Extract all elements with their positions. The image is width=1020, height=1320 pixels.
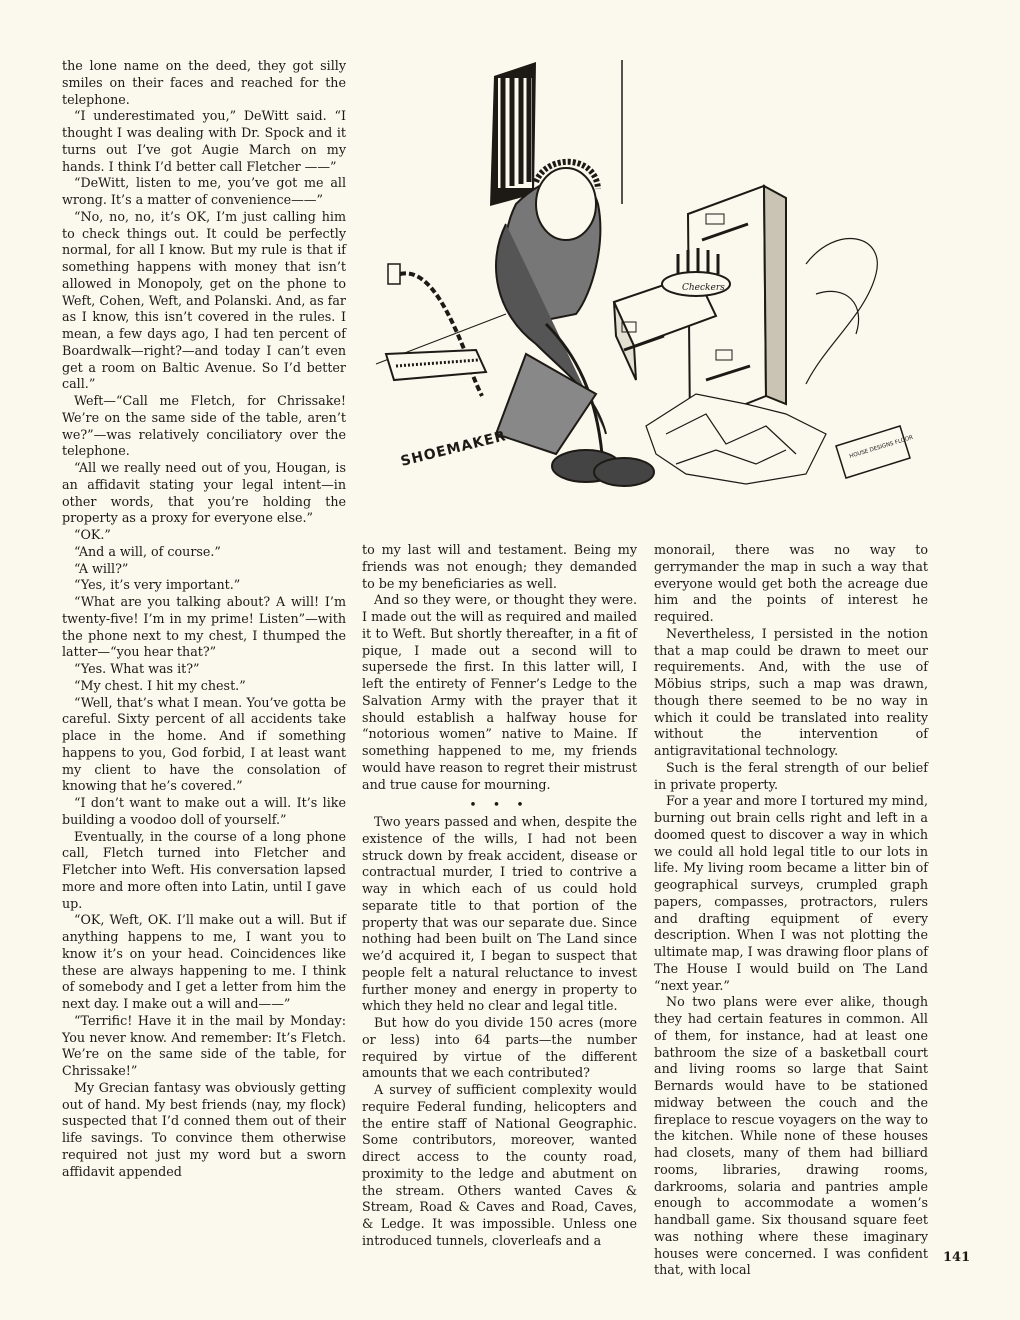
paragraph: “What are you talking about? A will! I’m twenty-five! I’m in my prime! Listen”—with the phone next to my chest, I thumped the latter—“you hear that?” [62,594,346,660]
paragraph: “Yes, it’s very important.” [74,577,241,593]
paragraph: “DeWitt, listen to me, you’ve got me all wrong. It’s a matter of convenience——” [62,175,346,207]
paragraph: “My chest. I hit my chest.” [74,677,246,693]
paragraph: And so they were, or thought they were. I made out the will as required and mailed it to Weft. But shortly thereafter, in a fit of pique, I made out a second will to supersede the first. In this latter will, I left the entirety of Fenner’s Ledge to the Salvation Army with the prayer that it should establish a halfway house for “notorious women” native to Maine. If something happened to me, my friends would have reason to regret their mistrust and true cause for mourning. [362,592,637,792]
paragraph: “OK, Weft, OK. I’ll make out a will. But if anything happens to me, I want you to know it’s on your head. Coincidences like these are always happening to me. I think of somebody and I get a letter from him the next day. I make out a will and——” [62,912,346,1011]
outlet-icon [388,264,400,284]
paragraph: Such is the feral strength of our belief in private property. [654,759,928,792]
tag-label: HOUSE DESIGNS FLOOR [848,434,914,460]
barred-window [490,62,536,206]
cartoon-illustration [366,54,930,530]
paragraph: My Grecian fantasy was obviously getting out of hand. My best friends (nay, my flock) suspected that I’d conned them out of their life savings. To convince them otherwise required not just my word but a sworn affidavit appended [62,1079,346,1179]
paragraph: No two plans were ever alike, though they had certain features in common. All of them, for instance, had at least one bathroom the size of a basketball court and living rooms so large that Saint Bernards would have to be stationed midway between the couch and the fireplace to rescue voyagers on the way to the kitchen. While none of these houses had closets, many of them had billiard rooms, libraries, drawing rooms, darkrooms, solaria and pantries ample enough to accommodate a women’s handball game. Six thousand square feet was nothing where these imaginary houses were concerned. I was confident that, with local [654,994,928,1278]
filing-cabinet [614,186,786,426]
paragraph: the lone name on the deed, they got silly smiles on their faces and reached for the telephone. [62,58,346,107]
paragraph: “All we really need out of you, Hougan, is an affidavit stating your legal intent—in other words, that you’re holding the property as a proxy for everyone else.” [62,460,346,526]
paragraph: monorail, there was no way to gerrymander the map in such a way that everyone would get both the acreage due him and the points of interest he required. [654,542,928,624]
artist-signature: SHOEMAKER [399,428,508,470]
paragraph: to my last will and testament. Being my friends was not enough; they demanded to be my beneficiaries as well. [362,542,637,591]
text-column-middle [362,542,637,1250]
section-break: • • • [469,797,530,813]
floor-plan-tag [836,426,914,478]
paragraph: “A will?” [74,560,129,576]
page-number: 141 [943,1250,971,1265]
paragraph: Nevertheless, I persisted in the notion that a map could be drawn to meet our requirements. And, with the use of Möbius strips, such a map was drawn, though there seemed to be no way in which it could be translated into reality without the intervention of antigravitational technology. [654,625,928,758]
paragraph: “I don’t want to make out a will. It’s like building a voodoo doll of yourself.” [62,795,346,827]
paragraph: “No, no, no, it’s OK, I’m just calling him to check things out. It could be perfectly normal, for all I know. But my rule is that if something happens with money that isn’t allowed in Monopoly, get on the phone to Weft, Cohen, Weft, and Polanski. And, as far as I know, this isn’t covered in the rules. I mean, a few days ago, I had ten percent of Boardwalk—right?—and today I can’t even get a room on Baltic Avenue. So I’d better call.” [62,208,346,392]
text-column-left [62,58,346,1180]
paragraph: “OK.” [74,527,111,542]
paragraph: Two years passed and when, despite the existence of the wills, I had not been struck down by freak accident, disease or contractual murder, I tried to contrive a way in which each of us could hold separate title to that portion of the property that was our separate due. Since nothing had been built on The Land since we’d acquired it, I began to suspect that people felt a natural reluctance to invest further money and energy in property to which they held no clear and legal title. [362,814,637,1014]
paragraph: Weft—“Call me Fletch, for Chrissake! We’re on the same side of the table, aren’t we?”—was relatively conciliatory over the telephone. [62,393,346,459]
text-column-right [654,542,928,1279]
paragraph: “I underestimated you,” DeWitt said. “I thought I was dealing with Dr. Spock and it turns out I’ve got Augie March on my hands. I think I’d better call Fletcher ——” [62,108,346,174]
paragraph: But how do you divide 150 acres (more or less) into 64 parts—the number required by virtue of the different amounts that we each contributed? [362,1015,637,1081]
paragraph: “Yes. What was it?” [74,661,200,676]
paragraph: A survey of sufficient complexity would require Federal funding, helicopters and the entire staff of National Geographic. Some contributors, moreover, wanted direct access to the county road, proximity to the ledge and abutment on the stream. Others wanted Caves & Stream, Road & Caves and Road, Caves, & Ledge. It was impossible. Unless one introduced tunnels, cloverleafs and a [362,1082,637,1248]
paragraph: “And a will, of course.” [74,543,221,559]
paragraph: Eventually, in the course of a long phone call, Fletch turned into Fletcher and Fletcher into Weft. His conversation lapsed more and more often into Latin, until I gave up. [62,828,346,911]
paragraph: For a year and more I tortured my mind, burning out brain cells right and left in a doomed quest to discover a way in which we could all hold legal title to our lots in life. My living room became a litter bin of geographical surveys, crumpled graph papers, compasses, protractors, rulers and drafting equipment of every description. When I was not plotting the ultimate map, I was drawing floor plans of The House I would build on The Land “next year.” [654,793,928,993]
paragraph: “Well, that’s what I mean. You’ve gotta be careful. Sixty percent of all accidents take place in the home. And if something happens to you, God forbid, I at least want my client to have the consolation of knowing that he’s covered.” [62,694,346,794]
cake-label: Checkers [682,283,725,293]
paragraph: “Terrific! Have it in the mail by Monday: You never know. And remember: It’s Fletch. We’re on the same side of the table, for Chrissake!” [62,1012,346,1078]
